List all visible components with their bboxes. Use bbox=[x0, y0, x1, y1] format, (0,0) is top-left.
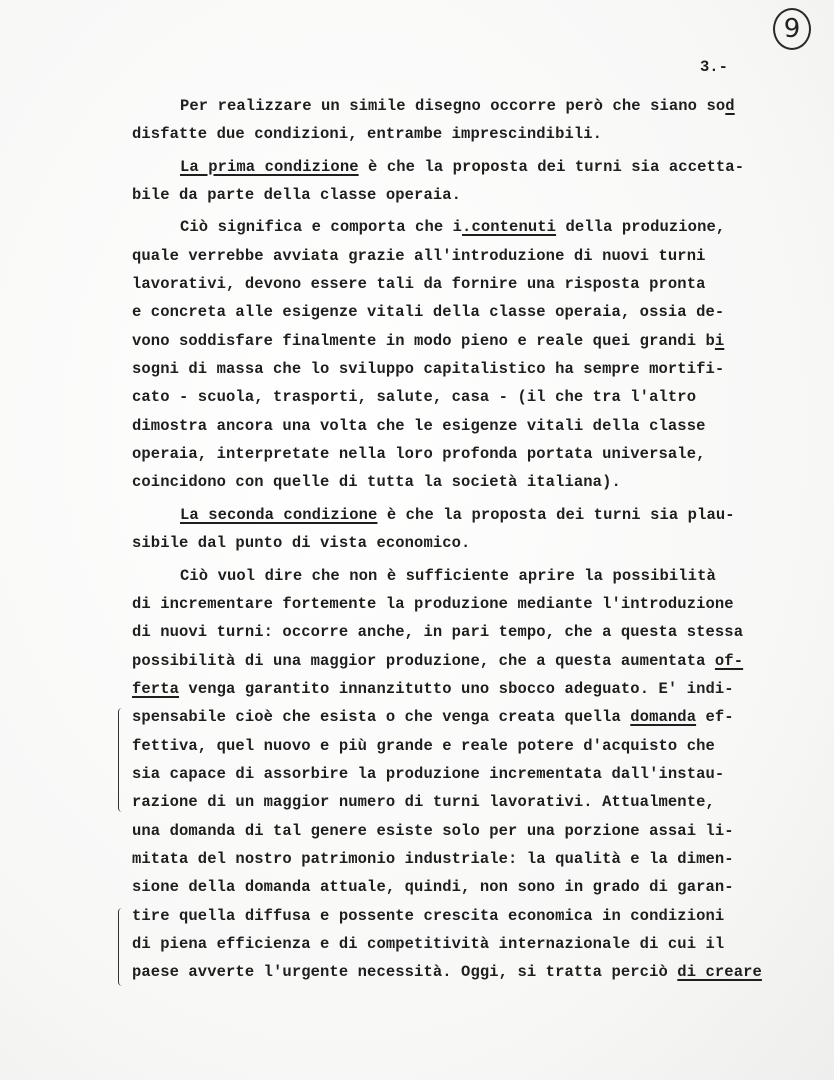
text-span: quale verrebbe avviata grazie all'introduzione di nuovi turni bbox=[132, 246, 706, 265]
text-line bbox=[132, 92, 822, 120]
text-span: della produzione, bbox=[556, 218, 726, 237]
text-line bbox=[132, 213, 822, 241]
text-line bbox=[132, 732, 822, 760]
text-line bbox=[132, 930, 822, 958]
text-span: razione di un maggior numero di turni lavorativi. Attualmente, bbox=[132, 793, 715, 812]
text-line bbox=[132, 817, 822, 845]
underlined-text: .contenuti bbox=[462, 218, 557, 237]
body-text bbox=[132, 92, 822, 987]
page-number: 3.- bbox=[700, 58, 728, 76]
text-span: tire quella diffusa e possente crescita economica in condizioni bbox=[132, 906, 725, 925]
text-span: lavorativi, devono essere tali da fornire una risposta pronta bbox=[132, 275, 706, 294]
text-line bbox=[132, 181, 822, 209]
text-span: di piena efficienza e di competitività internazionale di cui il bbox=[132, 934, 725, 953]
underlined-text: of- bbox=[714, 651, 744, 670]
text-span: e concreta alle esigenze vitali della classe operaia, ossia de- bbox=[132, 303, 725, 322]
text-line bbox=[132, 327, 822, 355]
text-span: Ciò vuol dire che non è sufficiente aprire la possibilità bbox=[180, 566, 716, 585]
text-line bbox=[132, 788, 822, 816]
text-line bbox=[132, 760, 822, 788]
underlined-text: La prima condizione bbox=[180, 157, 359, 176]
text-line bbox=[132, 270, 822, 298]
text-line bbox=[132, 412, 822, 440]
text-span: dimostra ancora una volta che le esigenze vitali della classe bbox=[132, 416, 706, 435]
text-span: di nuovi turni: occorre anche, in pari tempo, che a questa stessa bbox=[132, 623, 744, 642]
text-line bbox=[132, 647, 822, 675]
text-span: Per realizzare un simile disegno occorre però che siano so bbox=[180, 97, 726, 115]
text-span: paese avverte l'urgente necessità. Oggi, si tratta perciò bbox=[132, 963, 678, 982]
text-line bbox=[132, 902, 822, 930]
text-line bbox=[132, 120, 822, 148]
text-line bbox=[132, 355, 822, 383]
text-line bbox=[132, 590, 822, 618]
text-line bbox=[132, 562, 822, 590]
text-line bbox=[132, 618, 822, 646]
text-line bbox=[132, 845, 822, 873]
underlined-text: i bbox=[714, 331, 725, 350]
text-span: disfatte due condizioni, entrambe imprescindibili. bbox=[132, 125, 603, 144]
text-span: mitata del nostro patrimonio industriale: la qualità e la dimen- bbox=[132, 849, 734, 868]
text-line bbox=[132, 468, 822, 496]
text-line bbox=[132, 383, 822, 411]
underlined-text: di creare bbox=[677, 963, 762, 982]
text-span: sia capace di assorbire la produzione incrementata dall'instau- bbox=[132, 764, 725, 783]
text-span: sogni di massa che lo sviluppo capitalistico ha sempre mortifi- bbox=[132, 360, 725, 379]
text-span: cato - scuola, trasporti, salute, casa - (il che tra l'altro bbox=[132, 388, 697, 407]
margin-bracket-mark bbox=[118, 908, 123, 986]
text-line bbox=[132, 242, 822, 270]
text-span: ef- bbox=[696, 708, 734, 727]
text-span: venga garantito innanzitutto uno sbocco adeguato. E' indi- bbox=[179, 679, 734, 698]
text-line bbox=[132, 298, 822, 326]
text-span: è che la proposta dei turni sia accetta- bbox=[358, 157, 745, 176]
text-span: di incrementare fortemente la produzione mediante l'introduzione bbox=[132, 594, 734, 613]
text-span: sione della domanda attuale, quindi, non sono in grado di garan- bbox=[132, 878, 734, 897]
text-span: Ciò significa e comporta che i bbox=[180, 218, 463, 237]
text-line bbox=[132, 703, 822, 731]
text-span: una domanda di tal genere esiste solo per una porzione assai li- bbox=[132, 821, 734, 840]
text-line bbox=[132, 440, 822, 468]
text-span: vono soddisfare finalmente in modo pieno e reale quei grandi b bbox=[132, 331, 715, 350]
text-line bbox=[132, 873, 822, 901]
underlined-text: domanda bbox=[630, 708, 697, 727]
page-stamp: 9 bbox=[773, 8, 811, 50]
margin-bracket-mark bbox=[118, 708, 123, 812]
text-line bbox=[132, 153, 822, 181]
text-line bbox=[132, 529, 822, 557]
text-line bbox=[132, 958, 822, 986]
text-line bbox=[132, 675, 822, 703]
text-span: bile da parte della classe operaia. bbox=[132, 186, 462, 205]
text-span: coincidono con quelle di tutta la società italiana). bbox=[132, 473, 621, 492]
text-span: spensabile cioè che esista o che venga creata quella bbox=[132, 708, 631, 727]
text-line bbox=[132, 501, 822, 529]
text-span: operaia, interpretate nella loro profonda portata universale, bbox=[132, 445, 706, 464]
text-span: sibile dal punto di vista economico. bbox=[132, 534, 471, 553]
text-span: possibilità di una maggior produzione, che a questa aumentata bbox=[132, 651, 715, 670]
underlined-text: La seconda condizione bbox=[180, 505, 378, 524]
text-span: è che la proposta dei turni sia plau- bbox=[377, 505, 735, 524]
underlined-text: d bbox=[725, 97, 735, 115]
underlined-text: ferta bbox=[132, 679, 180, 698]
text-span: fettiva, quel nuovo e più grande e reale potere d'acquisto che bbox=[132, 736, 715, 755]
